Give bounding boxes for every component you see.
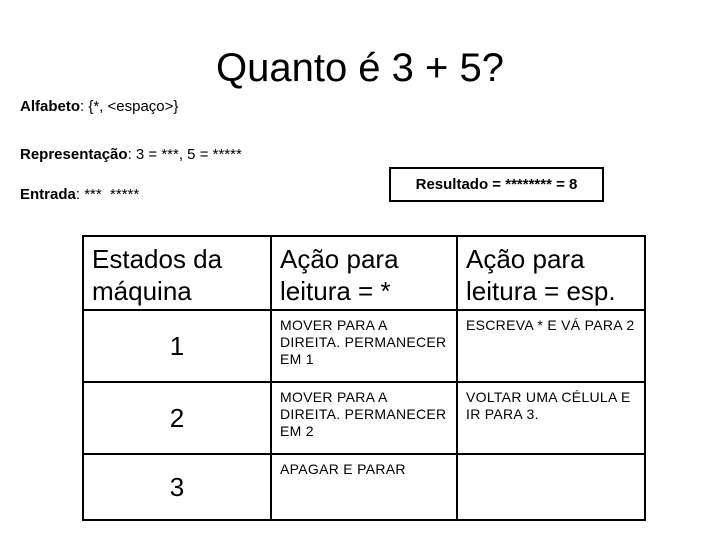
representation-line	[20, 146, 242, 164]
table-row	[83, 454, 645, 520]
table-row	[83, 310, 645, 382]
slide-title: Quanto é 3 + 5?	[215, 46, 504, 90]
header-states: Estados da máquina	[83, 236, 271, 310]
representation-value: : 3 = ***, 5 = *****	[127, 146, 242, 163]
action-star-cell: MOVER PARA A DIREITA. PERMANECER EM 2	[271, 382, 457, 454]
action-star-cell: MOVER PARA A DIREITA. PERMANECER EM 1	[271, 310, 457, 382]
action-star-cell: APAGAR E PARAR	[271, 454, 457, 520]
input-line	[20, 186, 139, 204]
header-action-space: Ação para leitura = esp.	[457, 236, 645, 310]
state-cell: 3	[83, 454, 271, 520]
alphabet-value: : {*, <espaço>}	[80, 98, 179, 115]
alphabet-label: Alfabeto	[20, 98, 80, 115]
input-value: : *** *****	[75, 186, 140, 203]
state-cell: 2	[83, 382, 271, 454]
action-space-cell: VOLTAR UMA CÉLULA E IR PARA 3.	[457, 382, 645, 454]
alphabet-line	[20, 98, 178, 116]
input-label: Entrada	[20, 186, 76, 203]
state-table	[82, 235, 646, 521]
result-box: Resultado = ******** = 8	[389, 167, 604, 202]
representation-label: Representação	[20, 146, 128, 163]
header-action-star: Ação para leitura = *	[271, 236, 457, 310]
action-space-cell	[457, 454, 645, 520]
state-cell: 1	[83, 310, 271, 382]
table-header-row	[83, 236, 645, 310]
action-space-cell: ESCREVA * E VÁ PARA 2	[457, 310, 645, 382]
table-row	[83, 382, 645, 454]
